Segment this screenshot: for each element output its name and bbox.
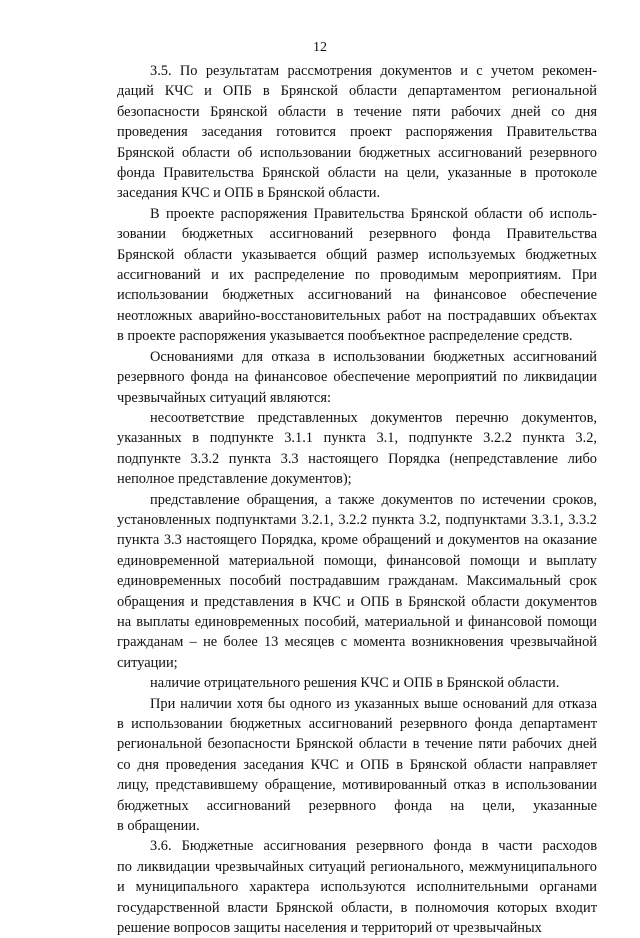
text-line: ситуации; [117, 654, 178, 671]
text-line: несоответствие представленных документов перечню документов, [150, 409, 597, 426]
text-line: неполное представление документов); [117, 471, 352, 488]
paragraph [117, 408, 597, 490]
text-line: неотложных аварийно-восстановительных работ на пострадавших объектах [117, 307, 597, 324]
paragraph [117, 836, 597, 938]
paragraph [117, 490, 597, 674]
text-line: зовании бюджетных ассигнований резервного фонда Правительства [117, 226, 597, 243]
text-line: Основаниями для отказа в использовании бюджетных ассигнований [150, 348, 597, 365]
text-line: государственной власти Брянской области, в полномочия которых входит [117, 899, 597, 916]
text-line: в обращении. [117, 818, 200, 835]
text-line: фонда Правительства Брянской области на цели, указанные в протоколе [117, 165, 597, 182]
paragraph [117, 694, 597, 837]
paragraph-list [117, 61, 597, 938]
paragraph [117, 204, 597, 347]
text-line: заседания КЧС и ОПБ в Брянской области. [117, 185, 381, 202]
text-line: указанных в подпункте 3.1.1 пункта 3.1, подпункте 3.2.2 пункта 3.2, [117, 430, 597, 447]
text-line: представление обращения, а также документов по истечении сроков, [150, 491, 597, 508]
text-line: подпункте 3.3.2 пункта 3.3 настоящего Порядка (непредставление либо [117, 450, 597, 467]
text-line: решение вопросов защиты населения и территорий от чрезвычайных [117, 920, 542, 937]
text-line: 3.6. Бюджетные ассигнования резервного фонда в части расходов [150, 838, 597, 855]
text-line: единовременной материальной помощи, финансовой помощи и выплату [117, 552, 597, 569]
text-line: При наличии хотя бы одного из указанных выше оснований для отказа [150, 695, 597, 712]
text-line: использовании бюджетных ассигнований на финансовое обеспечение [117, 287, 597, 304]
text-line: пункта 3.3 настоящего Порядка, кроме обращений и документов на оказание [117, 532, 597, 549]
text-line: региональной безопасности Брянской области в течение пяти рабочих дней [117, 736, 597, 753]
text-line: чрезвычайных ситуаций являются: [117, 389, 331, 406]
text-line: единовременных пособий пострадавшим гражданам. Максимальный срок [117, 573, 597, 590]
text-line: резервного фонда на финансовое обеспечение мероприятий по ликвидации [117, 369, 597, 386]
text-line: лицу, представившему обращение, мотивированный отказ в использовании [117, 777, 597, 794]
text-line: установленных подпунктами 3.2.1, 3.2.2 пункта 3.2, подпунктами 3.3.1, 3.3.2 [117, 511, 597, 528]
text-line: со дня проведения заседания КЧС и ОПБ в Брянской области направляет [117, 756, 597, 773]
text-line: бюджетных ассигнований резервного фонда на цели, указанные [117, 797, 597, 814]
text-line: обращения и представления в КЧС и ОПБ в Брянской области документов [117, 593, 597, 610]
text-line: по ликвидации чрезвычайных ситуаций регионального, межмуниципального [117, 858, 597, 875]
text-line: в проекте распоряжения указывается пообъектное распределение средств. [117, 328, 573, 345]
paragraph [117, 347, 597, 408]
text-line: даций КЧС и ОПБ в Брянской области департаментом региональной [117, 83, 597, 100]
text-line: Брянской области об использовании бюджетных ассигнований резервного [117, 144, 597, 161]
page-number: 12 [313, 40, 327, 55]
text-line: 3.5. По результатам рассмотрения документов и с учетом рекомен- [150, 63, 597, 79]
text-line: гражданам – не более 13 месяцев с момента возникновения чрезвычайной [117, 634, 597, 651]
text-line: В проекте распоряжения Правительства Брянской области об исполь- [150, 205, 597, 222]
paragraph [117, 673, 597, 693]
text-line: и муниципального характера используются исполнительными органами [117, 879, 597, 896]
text-line: в использовании бюджетных ассигнований резервного фонда департамент [117, 716, 597, 732]
text-line: на выплаты единовременных пособий, материальной и финансовой помощи [117, 613, 597, 630]
text-line: наличие отрицательного решения КЧС и ОПБ в Брянской области. [150, 675, 560, 692]
document-body [117, 61, 597, 938]
text-line: проведения заседания готовится проект распоряжения Правительства [117, 124, 597, 141]
text-line: ассигнований и их распределение по проводимым мероприятиям. При [117, 267, 597, 284]
text-line: безопасности Брянской области в течение пяти рабочих дней со дня [117, 103, 597, 120]
text-line: Брянской области указывается общий размер используемых бюджетных [117, 246, 597, 263]
paragraph [117, 61, 597, 204]
